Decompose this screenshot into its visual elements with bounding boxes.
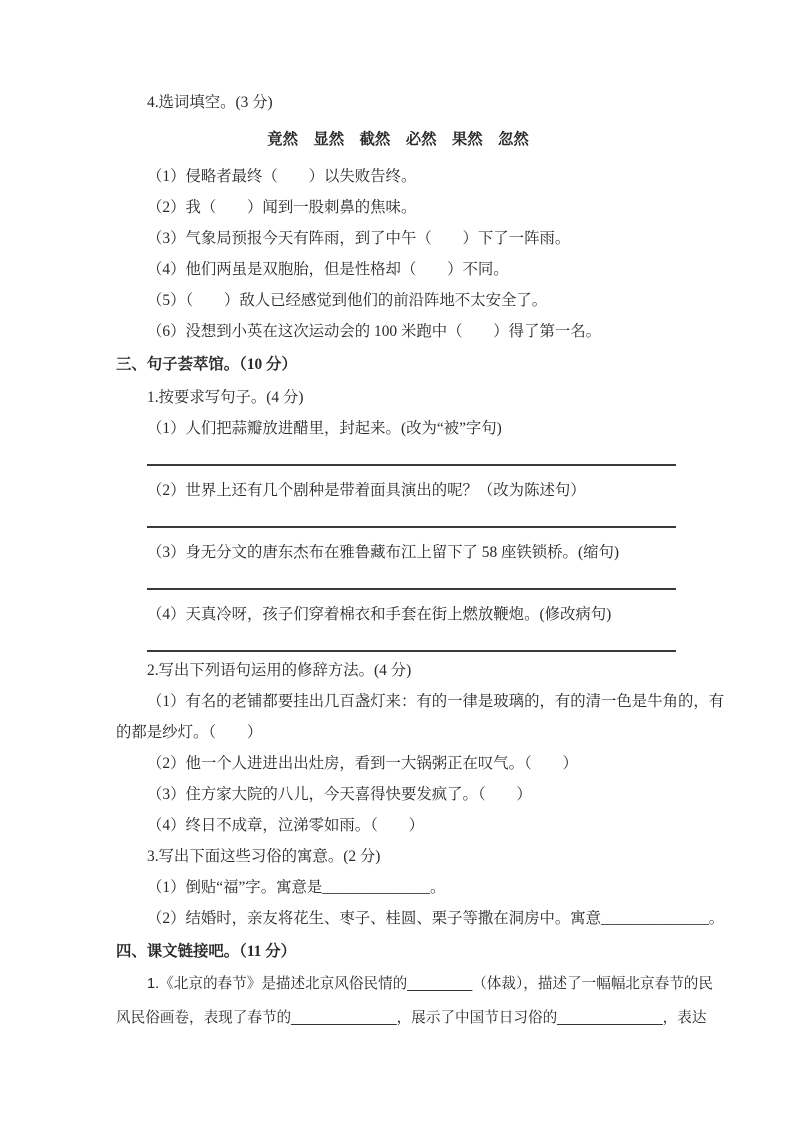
text-link-para-line2: 风民俗画卷，表现了春节的_____________，展示了中国节日习俗的_____________，表达 bbox=[116, 1010, 707, 1026]
rewrite-q4: （4）天真冷呀，孩子们穿着棉衣和手套在街上燃放鞭炮。(修改病句) bbox=[147, 606, 612, 623]
fill-item-4: （4）他们两虽是双胞胎，但是性格却（ ）不同。 bbox=[147, 261, 509, 278]
answer-blank-line bbox=[147, 464, 676, 466]
section-4-title: 四、课文链接吧。（11 分） bbox=[116, 943, 296, 960]
fill-item-5: （5）（ ）敌人已经感觉到他们的前沿阵地不太安全了。 bbox=[147, 292, 548, 309]
answer-blank-line bbox=[147, 588, 676, 590]
fill-item-3: （3）气象局预报今天有阵雨，到了中午（ ）下了一阵雨。 bbox=[147, 230, 571, 247]
fill-item-1: （1）侵略者最终（ ）以失败告终。 bbox=[147, 168, 417, 185]
fill-item-6: （6）没想到小英在这次运动会的 100 米跑中（ ）得了第一名。 bbox=[147, 323, 602, 340]
fill-item-2: （2）我（ ）闻到一股刺鼻的焦味。 bbox=[147, 199, 417, 216]
subquestion-2-title: 2.写出下列语句运用的修辞方法。(4 分) bbox=[147, 662, 412, 679]
rhetoric-q1-line1: （1）有名的老铺都要挂出几百盏灯来：有的一律是玻璃的，有的清一色是牛角的，有 bbox=[147, 693, 725, 710]
question-4-title: 4.选词填空。(3 分) bbox=[147, 94, 273, 111]
customs-q2: （2）结婚时，亲友将花生、枣子、桂圆、栗子等撒在洞房中。寓意______________。 bbox=[147, 910, 725, 927]
rhetoric-q2: （2）他一个人进进出出灶房，看到一大锅粥正在叹气。（ ） bbox=[147, 755, 578, 772]
rhetoric-q4: （4）终日不成章，泣涕零如雨。（ ） bbox=[147, 817, 425, 834]
word-bank: 竟然 显然 截然 必然 果然 忽然 bbox=[267, 131, 529, 148]
answer-blank-line bbox=[147, 526, 676, 528]
section-3-title: 三、句子荟萃馆。（10 分） bbox=[116, 356, 297, 373]
customs-q1: （1）倒贴“福”字。寓意是______________。 bbox=[147, 879, 446, 896]
rhetoric-q1-line2: 的都是纱灯。（ ） bbox=[116, 724, 263, 741]
answer-blank-line bbox=[147, 650, 676, 652]
subquestion-3-title: 3.写出下面这些习俗的寓意。(2 分) bbox=[147, 848, 381, 865]
rewrite-q1: （1）人们把蒜瓣放进醋里，封起来。(改为“被”字句) bbox=[147, 420, 502, 437]
rewrite-q2: （2）世界上还有几个剧种是带着面具演出的呢？（改为陈述句） bbox=[147, 482, 586, 499]
subquestion-1-title: 1.按要求写句子。(4 分) bbox=[147, 389, 304, 406]
text-link-para-line1: 1.《北京的春节》是描述北京风俗民情的________（体裁），描述了一幅幅北京春节的民 bbox=[147, 976, 713, 992]
rewrite-q3: （3）身无分文的唐东杰布在雅鲁藏布江上留下了 58 座铁锁桥。(缩句) bbox=[147, 544, 619, 561]
rhetoric-q3: （3）住方家大院的八儿，今天喜得快要发疯了。（ ） bbox=[147, 786, 532, 803]
